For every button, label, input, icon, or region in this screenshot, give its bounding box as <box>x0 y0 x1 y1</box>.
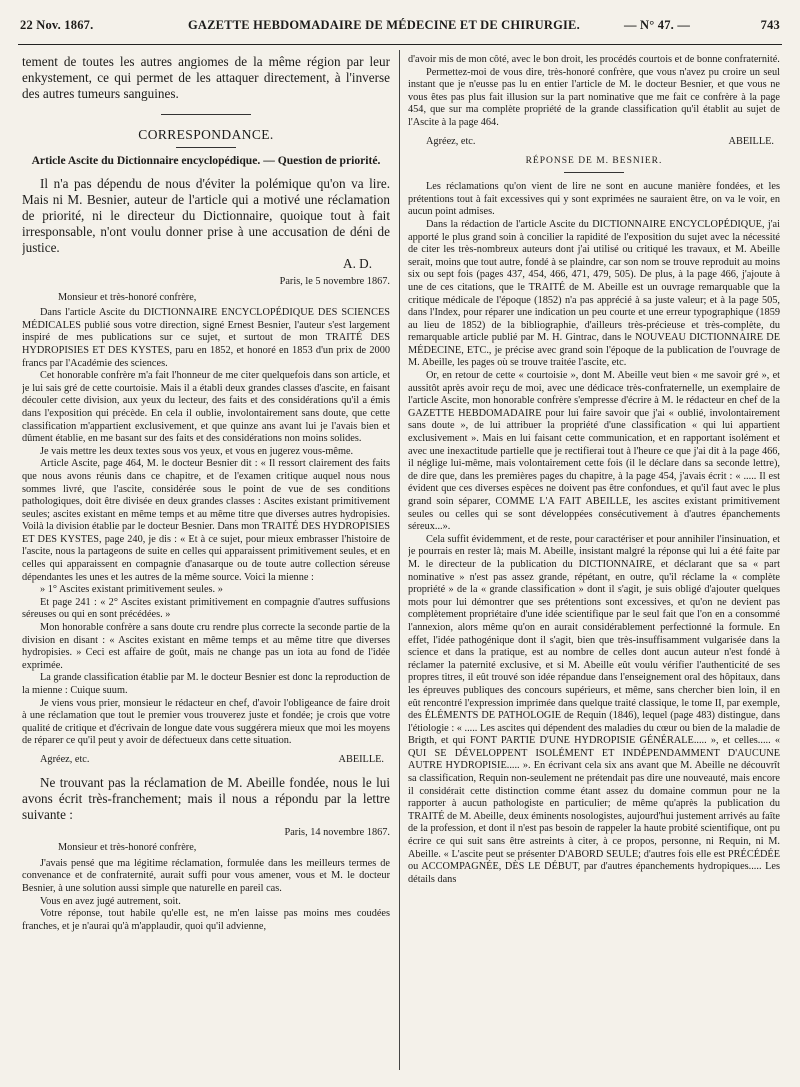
editor-signature: A. D. <box>343 256 372 271</box>
letter2-date: Paris, 14 novembre 1867. <box>284 826 390 838</box>
editor-note: Il n'a pas dépendu de nous d'éviter la polémique qu'on va lire. Mais ni M. Besnier, auteur de l'article qui a motivé une réclamation de priorité, ni le directeur du Dictionnaire, quoique tout à fait irresponsable, n'ont voulu donner prise à une accusation de déni de justice. <box>22 176 390 255</box>
bridge-paragraph: Ne trouvant pas la réclamation de M. Abeille fondée, nous le lui avons écrit très-franchement; mais il nous a répondu par la lettre suivante : <box>22 774 390 822</box>
letter1-paragraph: Je vais mettre les deux textes sous vos yeux, et vous en jugerez vous-même. <box>40 445 354 457</box>
letter2-paragraph: J'avais pensé que ma légitime réclamation, formulée dans les meilleurs termes de convenance et de confraternité, aurait suffi pour vous amener, vous et M. le docteur Besnier, à une solution aussi simple que naturelle en pareil cas. <box>22 857 390 894</box>
header-date: 22 Nov. 1867. <box>20 18 94 32</box>
reply-paragraph: Les réclamations qu'on vient de lire ne sont en aucune manière fondées, et les prétentions tout à fait excessives qui y sont exprimées ne sauraient être, on va le voir, en aucun point admises. <box>408 181 780 218</box>
column-divider <box>399 50 400 1070</box>
right-column <box>408 54 780 1074</box>
section-title: CORRESPONDANCE. <box>138 127 274 142</box>
letter2-paragraph: Vous en avez jugé autrement, soit. <box>40 895 181 907</box>
letter1-paragraph: » 1° Ascites existant primitivement seules. » <box>40 584 223 596</box>
intro-paragraph: tement de toutes les autres angiomes de la même région par leur enkystement, ce qui permet de les attaquer directement, à l'inverse des autres tumeurs sanguines. <box>22 54 390 101</box>
letter1-signature: ABEILLE. <box>338 753 384 765</box>
letter2-paragraph: Permettez-moi de vous dire, très-honoré confrère, que vous n'avez pu croire un seul instant que je n'eusse pas lu en entier l'article de M. le docteur Besnier, et que vous ne vous êtes pas plus fait illusion sur la part nominative que me fait ce confrère à la page 454, que sur ma complète propriété de la grande classification qu'il établit au sujet de l'Ascite à la page 464. <box>408 66 780 128</box>
letter2-paragraph: Votre réponse, tout habile qu'elle est, ne m'en laisse pas moins mes coudées franches, et je n'aurai qu'à m'applaudir, quoi qu'il advienne, <box>22 908 390 932</box>
letter1-signoff-row <box>22 754 390 767</box>
reply-paragraph: Dans la rédaction de l'article Ascite du DICTIONNAIRE ENCYCLOPÉDIQUE, j'ai apporté le plus grand soin à concilier la rapidité de l'exposition du sujet avec la nécessité de citer les très-nombreux auteurs dont j'ai utilisé ou critiqué les travaux, et M. Abeille serait, moins que tout autre, fondé à se plaindre, car son nom se trouve reproduit au moins six ou sept fois (pages 437, 454, 466, 471, 479, 505). De plus, à la page 466, j'ajoute à une de ces citations, que le TRAITÉ de M. Abeille est un ouvrage remarquable que la critique médicale de l'époque (1852) n'a pas apprécié à sa juste valeur; et à la page 505, dans l'Index, pour réparer une indication un peu courte et une erreur typographique (1859 au lieu de 1852) de la bibliographie, d'ailleurs très-précieuse et très-complète, du remarquable article publié par M. H. Gintrac, dans le NOUVEAU DICTIONNAIRE DE MÉDECINE, ETC., je précise avec grand soin l'époque de la publication de l'ouvrage de M. Abeille, les pages où se trouve traitée l'ascite, etc. <box>408 218 780 369</box>
letter1-paragraph: Et page 241 : « 2° Ascites existant primitivement en compagnie d'autres suffusions séreuses ou qui en sont précédées. » <box>22 596 390 621</box>
reply-title-rule <box>564 172 624 173</box>
letter1-paragraph: Mon honorable confrère a sans doute cru rendre plus correcte la seconde partie de la division en disant : « Ascites existant en même temps et au même titre que diverses hydropisies. » Ceci est affaire de goût, mais ne change pas un iota au fond de l'idée exprimée. <box>22 622 390 671</box>
page-header <box>20 18 780 40</box>
reply-paragraph: Or, en retour de cette « courtoisie », dont M. Abeille veut bien « me savoir gré », et aussitôt après avoir reçu de moi, avec une dédicace très-confraternelle, un exemplaire de l'article Ascite, mon honorable confrère s'empresse d'écrire à M. le rédacteur en chef de la GAZETTE HEBDOMADAIRE pour lui faire savoir que j'ai « oublié, involontairement sans doute », de lui attribuer la propriété d'une classification « qui lui appartient exclusivement ». Mais en lui faisant cette communication, et en rapportant isolément et avec une inexactitude partielle que je rectifierai tout à l'heure ce que j'ai dit à la page 466, il néglige lui-même, mais volontairement cette fois (il le déclare dans sa seconde lettre), de dire que, dans les premières pages du chapitre, à la page 454, j'avais écrit : « ..... Il est évident que ces diverses espèces ne doivent pas être confondues, et qu'il faut avec le plus grand soin séparer, COMME L'A FAIT ABEILLE, les ascites existant primitivement seules ou celles qui se sont développées consécutivement à d'autres épanchements séreux...». <box>408 370 780 533</box>
reply-title: RÉPONSE DE M. BESNIER. <box>525 156 663 167</box>
letter2-signoff: Agréez, etc. <box>426 135 476 147</box>
header-title: GAZETTE HEBDOMADAIRE DE MÉDECINE ET DE CHIRURGIE. <box>188 18 580 32</box>
header-number: — N° 47. — <box>624 18 691 32</box>
letter2-signature: ABEILLE. <box>728 135 774 147</box>
header-page-number: 743 <box>760 18 780 32</box>
letter1-paragraph: Article Ascite, page 464, M. le docteur Besnier dit : « Il ressort clairement des faits que nous avons réunis dans ce chapitre, et de l'examen critique auquel nous nous sommes livré, que l'ascite, considérée sous le point de vue de ses conditions pathologiques, doit être divisée en deux grandes classes : Ascites existant primitivement seules; ascites existant en même temps et au même titre que diverses autres hydropisies. Voilà la division établie par le docteur Besnier. Dans mon TRAITÉ DES HYDROPISIES ET DES KYSTES, page 240, je dis : « Et à ce sujet, pour mieux embrasser l'histoire de l'ascite, nous la partageons de suite en celles qui apparaissent primitivement seules, et en celles qui apparaissent en compagnie d'anasarque ou de toute autre collection séreuse dépendantes les unes et les autres de la même source. Voici la mienne : <box>22 458 390 583</box>
section-rule <box>161 114 251 115</box>
letter1-paragraph: Dans l'article Ascite du DICTIONNAIRE ENCYCLOPÉDIQUE DES SCIENCES MÉDICALES publié sous votre direction, signé Ernest Besnier, l'auteur s'est largement inspiré de mes publications sur ce sujet, et surtout de mon TRAITÉ DES HYDROPISIES ET DES KYSTES, paru en 1852, et honoré en 1853 d'un prix de 2000 francs par l'Académie des sciences. <box>22 307 390 369</box>
letter1-date: Paris, le 5 novembre 1867. <box>279 276 390 287</box>
letter2-salutation: Monsieur et très-honoré confrère, <box>58 842 197 854</box>
section-title-rule <box>176 147 236 148</box>
letter1-paragraph: Je viens vous prier, monsieur le rédacteur en chef, d'avoir l'obligeance de faire droit à une réclamation que tout le premier vous trouverez juste et fondée; je crois que votre qualité de critique et d'écrivain de longue date vous suggérera mieux que moi les moyens de réparer ce qu'il peut y avoir de défectueux dans cette situation. <box>22 697 390 747</box>
letter1-signoff: Agréez, etc. <box>40 753 90 765</box>
letter1-paragraph: Cet honorable confrère m'a fait l'honneur de me citer quelquefois dans son article, et je lui sais gré de cette courtoisie. Mais il a établi deux grandes classes d'ascite, en faisant découler cette division, aux yeux du lecteur, des faits et des considérations qu'il a émis dans l'exposition qui précède. En cela il oublie, involontairement sans doute, que cette classification m'appartient exclusivement, et que quinze ans avant lui je l'avais bien et dûment établie, en me basant sur des faits et des considérations non moins solides. <box>22 370 390 445</box>
letter2-continuation: d'avoir mis de mon côté, avec le bon droit, les procédés courtois et de bonne confraternité. <box>408 54 780 65</box>
left-column <box>22 54 390 1074</box>
article-title: Article Ascite du Dictionnaire encyclopédique. — Question de priorité. <box>31 154 381 167</box>
reply-paragraph: Cela suffit évidemment, et de reste, pour caractériser et pour annihiler l'insinuation, et je pourrais en rester là; mais M. Abeille, insistant malgré la réponse qui lui a été faite par M. le directeur de la publication du DICTIONNAIRE, et déclarant que sa « part nominative » n'est pas assez grande, répétant, en outre, qu'il réclame la « complète propriété » de la « grande classification » dont il s'agit, je suis obligé d'ajouter quelques mots pour lui démontrer que ses prétentions sont excessives, et qu'on ne devient pas complètement propriétaire d'une idée scientifique par le seul fait que l'on en a consommé l'annexion, alors même qu'on en aurait considérablement perfectionné la formule. En effet, l'idée pathogénique dont il s'agit, bien que très-insuffisamment vulgarisée dans la science et dans la pratique, est au nombre de celles dont aucun auteur n'est fondé à réclamer la paternité exclusive, et si M. Abeille eût voulu vérifier l'authenticité de ses propres titres, il eût trouvé son idée répandue dans l'enseignement oral des hôpitaux, dans les épreuves publiques des concours supérieurs, et même, sans chercher bien loin, il en eût rencontré l'expression imprimée dans quelque traité classique, le tome II, par exemple, des ÉLÉMENTS DE PATHOLOGIE de Requin (1846), lequel (page 483) distingue, dans l'étiologie : « ..... Les ascites qui dépendent des maladies du cœur ou bien de la maladie de Brigth, et qui FONT PARTIE D'UNE HYDROPISIE GÉNÉRALE..... », et celles..... « QUI SE DÉVELOPPENT ISOLÉMENT ET INDÉPENDAMMENT D'AUCUNE AUTRE HYDROPISIE..... ». En écrivant cela six ans avant que M. Abeille ne découvrît sa classification, Requin non-seulement ne prétendait pas dire une nouveauté, mais encore il considérait cette distinction comme étant assez du domaine commun pour ne la rapporter à aucun pathologiste en particulier; de même qu'après la publication du TRAITÉ de M. Abeille, deux éminents nosologistes, aujourd'hui justement arrivés au faîte de la profession, et dont il n'est pas besoin de rappeler la haute probité scientifique, ont pu écrire ce qui suit sans être astreints à citer, à ce propos, personne, ni Requin, ni M. Abeille. « L'ascite peut se présenter D'ABORD SEULE; d'autres fois elle est PRÉCÉDÉE ou ACCOMPAGNÉE, DÈS LE DÉBUT, par d'autres épanchements hydropiques..... Les détails dans <box>408 533 780 885</box>
letter1-paragraph: La grande classification établie par M. le docteur Besnier est donc la reproduction de la mienne : Cuique suum. <box>22 672 390 696</box>
letter1-salutation: Monsieur et très-honoré confrère, <box>58 291 197 303</box>
letter2-signoff-row <box>408 136 780 149</box>
header-rule <box>18 44 782 45</box>
